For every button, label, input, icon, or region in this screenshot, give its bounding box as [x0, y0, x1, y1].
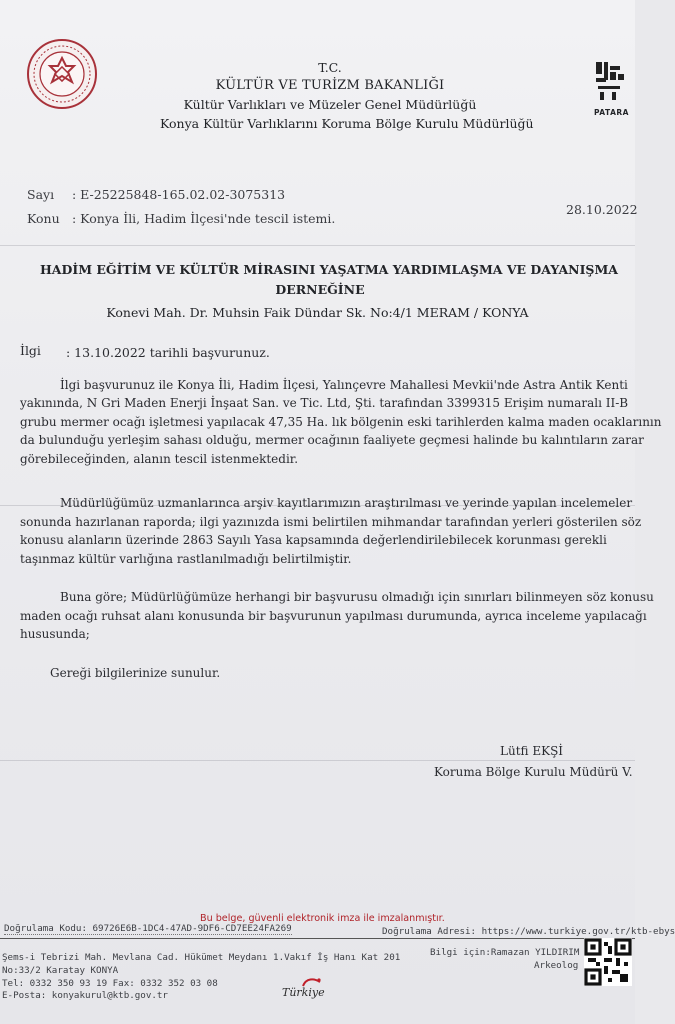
ministry-emblem-icon [26, 38, 98, 110]
body-p2-line: konusu alanların üzerinde 2863 Sayılı Yasa kapsamında değerlendirilebilecek korunması gerekli [20, 533, 607, 547]
body-p1-line: da bulunduğu yerleşim sahası olduğu, mermer ocağının faaliyete geçmesi halinde bu kalıntıların zarar [20, 433, 644, 447]
office-address-line1: Şems-i Tebrizi Mah. Mevlana Cad. Hükümet Meydanı 1.Vakıf İş Hanı Kat 201 [2, 952, 401, 963]
body-p1-line: görebileceğinden, alanın tescil istenmektedir. [20, 452, 299, 466]
body-p3-line: maden ocağı ruhsat alanı konusunda bir başvurunun yapılması durumunda, ayrıca inceleme yapılacağı [20, 609, 647, 623]
konu-label: Konu [27, 211, 60, 226]
esign-note: Bu belge, güvenli elektronik imza ile imzalanmıştır. [200, 913, 445, 924]
letterhead-tc: T.C. [318, 60, 342, 75]
recipient-name-line1: HADİM EĞİTİM VE KÜLTÜR MİRASINI YAŞATMA YARDIMLAŞMA VE DAYANIŞMA [40, 262, 618, 277]
body-p1-line: grubu mermer ocağı işletmesi yapılacak 47,35 Ha. lık bölgenin eski tarihlerden kalma maden ocaklarının [20, 415, 662, 429]
turkiye-brand: Türkiye [282, 986, 325, 999]
footer-divider [0, 938, 635, 939]
body-p3-line: Buna göre; Müdürlüğümüze herhangi bir başvurusu olmadığı için sınırları bilinmeyen söz konusu [60, 590, 654, 604]
closing-line: Gereği bilgilerinize sunulur. [50, 666, 221, 680]
patara-label: PATARA [594, 108, 629, 117]
sayi-label: Sayı [27, 187, 55, 202]
konu-value: : Konya İli, Hadim İlçesi'nde tescil istemi. [72, 211, 336, 226]
verification-code: Doğrulama Kodu: 69726E6B-1DC4-47AD-9DF6-CD7EE24FA269 [4, 923, 292, 934]
signatory-name: Lütfi EKŞİ [500, 744, 564, 758]
document-date: 28.10.2022 [566, 202, 638, 217]
office-phone: Tel: 0332 350 93 19 Fax: 0332 352 03 08 [2, 978, 218, 989]
letterhead-directorate: Kültür Varlıkları ve Müzeler Genel Müdürlüğü [183, 97, 477, 112]
recipient-address: Konevi Mah. Dr. Muhsin Faik Dündar Sk. No:4/1 MERAM / KONYA [106, 305, 529, 320]
ilgi-value: : 13.10.2022 tarihli başvurunuz. [66, 345, 270, 360]
body-p1-line: İlgi başvurunuz ile Konya İli, Hadim İlçesi, Yalınçevre Mahallesi Mevkii'nde Astra Antik Kenti [60, 378, 628, 392]
body-p2-line: taşınmaz kültür varlığına rastlanılmadığı belirtilmiştir. [20, 552, 352, 566]
body-p1-line: yakınında, N Gri Maden Enerji İnşaat San. ve Tic. Ltd, Şti. tarafından 3399315 Erişim numaralı II-B [20, 396, 629, 410]
body-p3-line: hususunda; [20, 627, 90, 641]
recipient-name-line2: DERNEĞİNE [275, 282, 365, 297]
body-p2-line: sonunda hazırlanan raporda; ilgi yazınızda ismi belirtilen mihmandar tarafından yerleri gösterilen söz [20, 515, 642, 529]
body-p2-line: Müdürlüğümüz uzmanlarınca arşiv kayıtlarımızın araştırılması ve yerinde yapılan incelemeler [60, 496, 633, 510]
fold-line [0, 760, 635, 761]
qr-code-icon [584, 938, 632, 986]
contact-person: Bilgi için:Ramazan YILDIRIM [430, 947, 580, 958]
fold-line [0, 245, 635, 246]
letterhead-regional-office: Konya Kültür Varlıklarını Koruma Bölge Kurulu Müdürlüğü [160, 116, 534, 131]
office-address-line2: No:33/2 Karatay KONYA [2, 965, 119, 976]
letterhead-ministry: KÜLTÜR VE TURİZM BAKANLIĞI [215, 78, 445, 93]
signatory-title: Koruma Bölge Kurulu Müdürü V. [434, 765, 633, 779]
contact-role: Arkeolog [534, 960, 579, 971]
ilgi-label: İlgi [20, 343, 41, 358]
sayi-value: : E-25225848-165.02.02-3075313 [72, 187, 286, 202]
verification-address: Doğrulama Adresi: https://www.turkiye.gov.tr/ktb-ebys [382, 926, 675, 937]
office-email: E-Posta: konyakurul@ktb.gov.tr [2, 990, 168, 1001]
